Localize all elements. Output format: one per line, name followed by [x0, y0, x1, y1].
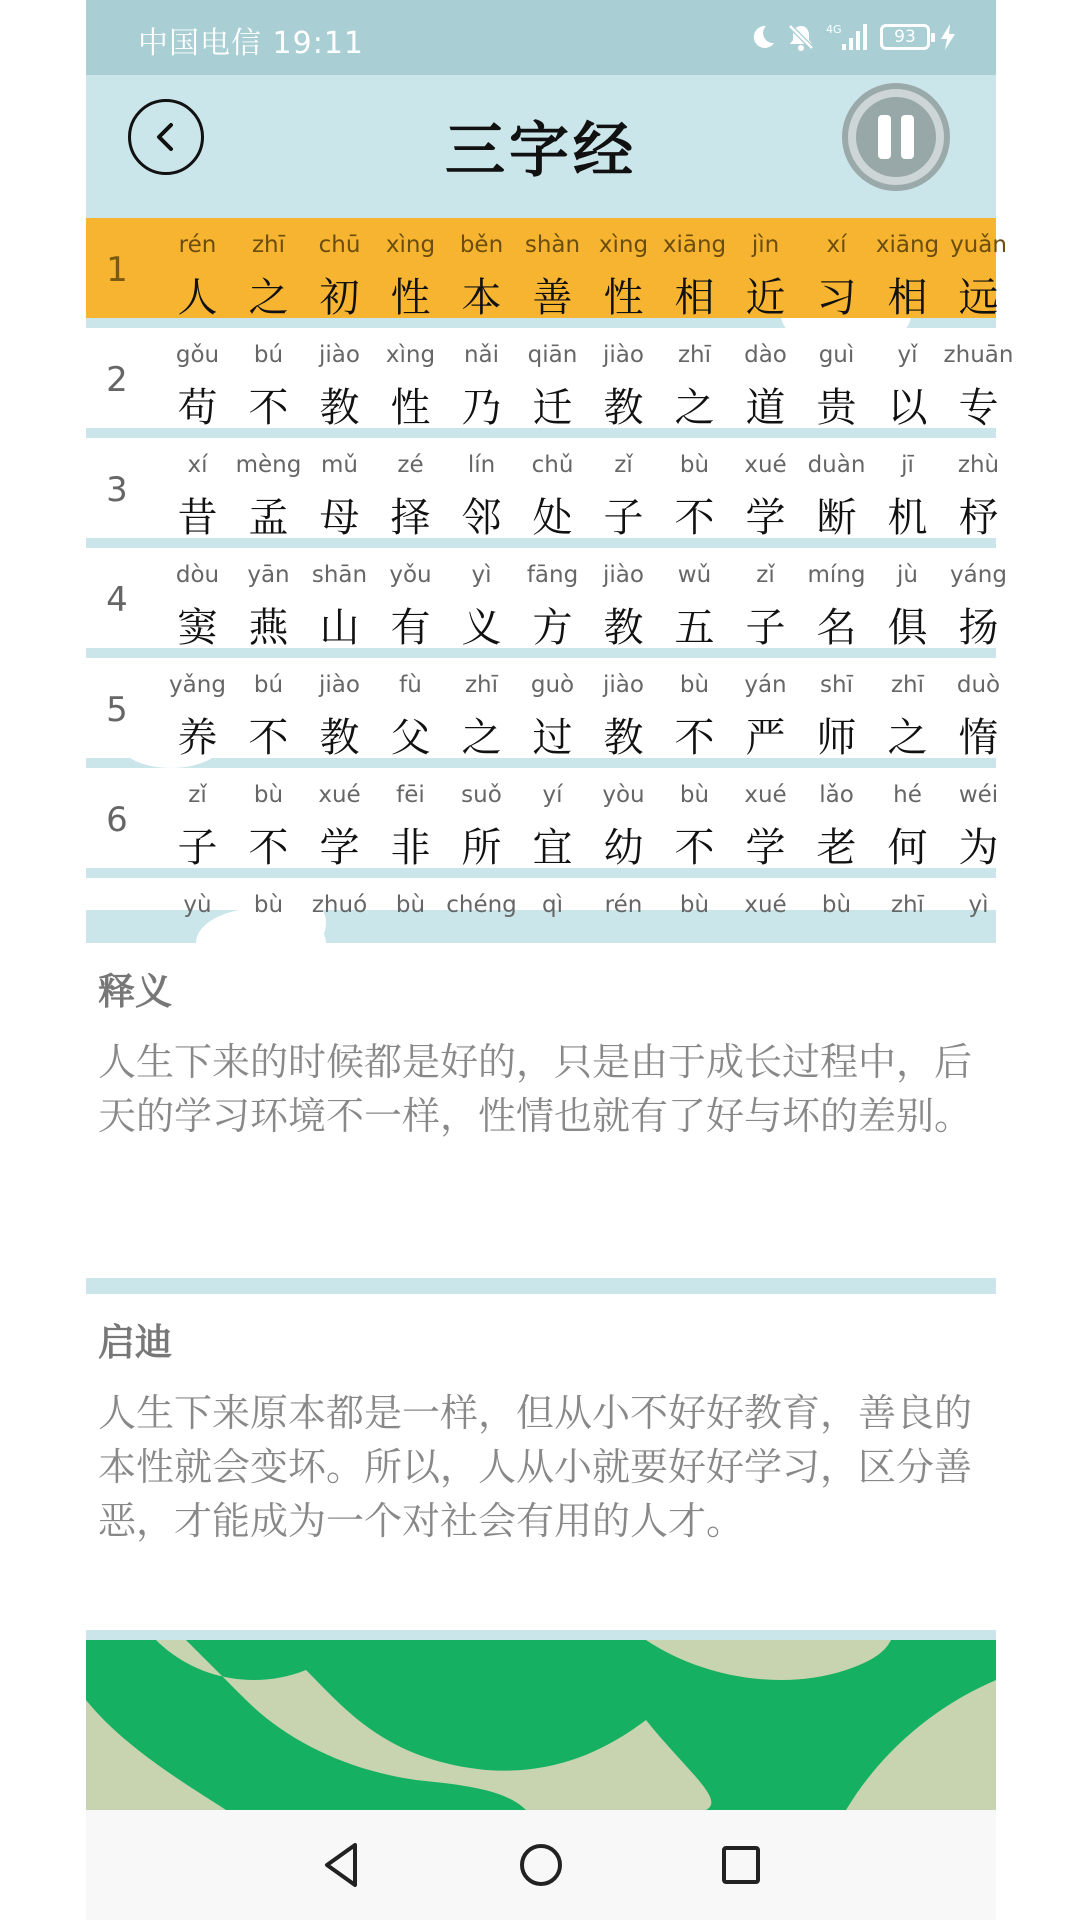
pinyin: duàn — [807, 452, 866, 478]
pinyin: yān — [247, 562, 290, 588]
hanzi: 处 — [532, 495, 573, 541]
hanzi: 名 — [816, 605, 857, 651]
verse-number: 3 — [106, 470, 128, 510]
pinyin: qiān — [527, 342, 578, 368]
pinyin: yuǎn — [950, 232, 1007, 258]
hanzi: 远 — [958, 275, 999, 321]
pinyin: bù — [253, 892, 284, 918]
pinyin: mǔ — [321, 452, 358, 478]
hanzi: 性 — [390, 385, 431, 431]
character-cell[interactable] — [943, 438, 1014, 541]
hanzi: 不 — [248, 385, 289, 431]
hanzi: 五 — [674, 605, 715, 651]
pinyin: fù — [399, 672, 422, 698]
app-screen — [86, 0, 1014, 1920]
pinyin: bù — [679, 782, 710, 808]
pinyin: zhī — [464, 672, 499, 698]
hanzi: 教 — [603, 385, 644, 431]
hanzi: 相 — [674, 275, 715, 321]
hanzi: 子 — [603, 495, 644, 541]
mute-bell-icon — [786, 22, 816, 52]
pinyin: bù — [253, 782, 284, 808]
hanzi: 母 — [319, 495, 360, 541]
hanzi: 养 — [177, 715, 218, 761]
pinyin: yáng — [950, 562, 1007, 588]
pinyin: wéi — [958, 782, 999, 808]
verse-row[interactable] — [86, 218, 1007, 321]
pinyin: gǒu — [175, 342, 220, 368]
character-cell[interactable] — [943, 768, 1014, 871]
hanzi: 义 — [461, 605, 502, 651]
pinyin: wǔ — [677, 562, 712, 588]
pinyin: nǎi — [463, 342, 500, 368]
verse-row[interactable] — [86, 328, 1014, 431]
hanzi: 子 — [177, 825, 218, 871]
hanzi: 近 — [745, 275, 786, 321]
pinyin: lǎo — [819, 782, 854, 808]
pinyin: xí — [187, 452, 208, 478]
pinyin: yán — [744, 672, 787, 698]
pinyin: bù — [679, 892, 710, 918]
hanzi: 教 — [319, 715, 360, 761]
pinyin: zhuó — [311, 892, 368, 918]
verse-number: 4 — [106, 580, 128, 620]
pinyin: chǔ — [531, 452, 574, 478]
nav-back-button[interactable] — [311, 1835, 371, 1895]
verse-number: 6 — [106, 800, 128, 840]
hanzi: 严 — [745, 715, 786, 761]
inspiration-text: 人生下来原本都是一样，但从小不好好教育，善良的本性就会变坏。所以，人从小就要好好学习，区分善恶，才能成为一个对社会有用的人才。 — [98, 1391, 973, 1543]
battery-level: 93 — [894, 27, 916, 47]
triangle-back-icon — [319, 1841, 363, 1889]
pinyin: jī — [901, 452, 914, 478]
pinyin: bú — [253, 672, 284, 698]
charging-icon — [940, 24, 956, 50]
meaning-text: 人生下来的时候都是好的，只是由于成长过程中，后天的学习环境不一样，性情也就有了好与坏的差别。 — [98, 1040, 973, 1138]
hanzi: 昔 — [177, 495, 218, 541]
pinyin: jiào — [319, 342, 360, 368]
hanzi: 苟 — [177, 385, 218, 431]
moon-icon — [748, 23, 776, 51]
pinyin: běn — [459, 232, 504, 258]
hanzi: 方 — [532, 605, 573, 651]
hanzi: 老 — [816, 825, 857, 871]
hanzi: 何 — [887, 825, 928, 871]
inspiration-section — [86, 1294, 996, 1630]
pinyin: dòu — [175, 562, 220, 588]
hanzi: 燕 — [248, 605, 289, 651]
pinyin: jìn — [751, 232, 780, 258]
pinyin: xué — [744, 892, 787, 918]
pinyin: xìng — [385, 342, 436, 368]
pinyin: lín — [467, 452, 496, 478]
hanzi: 扬 — [958, 605, 999, 651]
meaning-title: 释义 — [98, 970, 172, 1013]
system-nav-bar — [86, 1810, 996, 1920]
pinyin: jiào — [603, 342, 644, 368]
pinyin: suǒ — [461, 782, 502, 808]
pinyin: yǎng — [169, 672, 226, 698]
pinyin: zǐ — [188, 782, 207, 808]
pinyin: xìng — [598, 232, 649, 258]
hanzi: 孟 — [248, 495, 289, 541]
hanzi: 之 — [887, 715, 928, 761]
hanzi: 善 — [532, 275, 573, 321]
hanzi: 专 — [958, 385, 999, 431]
pinyin: yì — [471, 562, 492, 588]
pause-button[interactable] — [842, 83, 950, 191]
hanzi: 不 — [674, 715, 715, 761]
pinyin: bù — [821, 892, 852, 918]
hanzi: 教 — [603, 605, 644, 651]
circle-home-icon — [517, 1841, 565, 1889]
hanzi: 所 — [461, 825, 502, 871]
hanzi: 初 — [319, 275, 360, 321]
status-bar — [86, 0, 996, 75]
hanzi: 惰 — [958, 715, 999, 761]
pinyin: zǐ — [614, 452, 633, 478]
pinyin: bù — [679, 672, 710, 698]
hanzi: 师 — [816, 715, 857, 761]
pinyin: zhuān — [943, 342, 1014, 368]
hanzi: 不 — [674, 495, 715, 541]
pinyin: xiāng — [875, 232, 940, 258]
pinyin: yòu — [602, 782, 645, 808]
hanzi: 教 — [603, 715, 644, 761]
hanzi: 非 — [390, 825, 431, 871]
section-divider — [86, 1630, 996, 1640]
pinyin: shī — [820, 672, 853, 698]
hanzi: 机 — [887, 495, 928, 541]
pinyin: dào — [744, 342, 787, 368]
hanzi: 有 — [390, 605, 431, 651]
pinyin: jiào — [603, 672, 644, 698]
pinyin: zhù — [957, 452, 1000, 478]
hanzi: 以 — [887, 385, 928, 431]
hanzi: 俱 — [887, 605, 928, 651]
signal-icon — [826, 22, 870, 52]
hanzi: 不 — [674, 825, 715, 871]
hanzi: 习 — [816, 275, 857, 321]
pinyin: xué — [318, 782, 361, 808]
pinyin: jù — [897, 562, 918, 588]
pinyin: fāng — [526, 562, 579, 588]
pinyin: yǐ — [897, 342, 918, 368]
header — [86, 75, 996, 218]
pinyin: yǒu — [389, 562, 432, 588]
hanzi: 迁 — [532, 385, 573, 431]
pinyin: guì — [818, 342, 855, 368]
hanzi: 不 — [248, 715, 289, 761]
hanzi: 幼 — [603, 825, 644, 871]
status-icons — [748, 20, 956, 54]
pinyin: míng — [807, 562, 866, 588]
verse-number: 1 — [106, 250, 128, 290]
pause-icon — [856, 97, 936, 177]
square-recents-icon — [719, 1843, 763, 1887]
hanzi: 不 — [248, 825, 289, 871]
hanzi: 断 — [816, 495, 857, 541]
pinyin: mèng — [235, 452, 302, 478]
hanzi: 相 — [887, 275, 928, 321]
hanzi: 之 — [461, 715, 502, 761]
pinyin: rén — [178, 232, 217, 258]
network-label: 4G — [826, 23, 842, 36]
verse-number: 5 — [106, 690, 128, 730]
pinyin: yí — [542, 782, 563, 808]
hanzi: 择 — [390, 495, 431, 541]
character-cell[interactable] — [943, 658, 1014, 761]
hanzi: 人 — [177, 275, 218, 321]
verse-row[interactable] — [86, 438, 1000, 541]
pinyin: bù — [679, 452, 710, 478]
pinyin: fēi — [396, 782, 425, 808]
pinyin: yù — [183, 892, 212, 918]
pinyin: rén — [604, 892, 643, 918]
hanzi: 过 — [532, 715, 573, 761]
hanzi: 性 — [390, 275, 431, 321]
character-cell[interactable] — [943, 548, 1014, 651]
page-title: 三字经 — [445, 116, 637, 186]
hanzi: 学 — [319, 825, 360, 871]
pinyin: jiào — [603, 562, 644, 588]
battery-indicator — [880, 24, 930, 50]
verse-row[interactable] — [86, 658, 1001, 761]
pinyin: hé — [893, 782, 922, 808]
pinyin: yì — [968, 892, 989, 918]
pinyin: qì — [542, 892, 563, 918]
pinyin: zé — [397, 452, 424, 478]
verse-row-partial[interactable] — [86, 878, 996, 918]
hanzi: 之 — [674, 385, 715, 431]
carrier-time: 中国电信 19:11 — [138, 26, 364, 61]
pinyin: zhī — [251, 232, 286, 258]
hanzi: 窦 — [177, 605, 218, 651]
pinyin: guò — [530, 672, 575, 698]
hanzi: 邻 — [461, 495, 502, 541]
pinyin: jiào — [319, 672, 360, 698]
hanzi: 性 — [603, 275, 644, 321]
verse-row[interactable] — [86, 768, 999, 871]
pinyin: duò — [956, 672, 1001, 698]
nav-recents-button[interactable] — [711, 1835, 771, 1895]
hanzi: 之 — [248, 275, 289, 321]
pinyin: xiāng — [662, 232, 727, 258]
hanzi: 贵 — [816, 385, 857, 431]
pinyin: chéng — [446, 892, 517, 918]
verse-row[interactable] — [86, 548, 1007, 651]
inspiration-title: 启迪 — [98, 1321, 172, 1364]
hanzi: 学 — [745, 825, 786, 871]
pinyin: bú — [253, 342, 284, 368]
decorative-landscape — [86, 1640, 996, 1810]
hanzi: 教 — [319, 385, 360, 431]
hanzi: 父 — [390, 715, 431, 761]
pinyin: xué — [744, 782, 787, 808]
character-cell[interactable] — [943, 218, 1014, 321]
hanzi: 本 — [461, 275, 502, 321]
verse-number: 2 — [106, 360, 128, 400]
pinyin: shān — [311, 562, 368, 588]
pinyin: bù — [395, 892, 426, 918]
section-divider — [86, 1278, 996, 1294]
nav-home-button[interactable] — [511, 1835, 571, 1895]
landscape-art — [86, 1640, 996, 1810]
hanzi: 山 — [319, 605, 360, 651]
hanzi: 杼 — [958, 495, 999, 541]
hanzi: 道 — [745, 385, 786, 431]
pinyin: zǐ — [756, 562, 775, 588]
meaning-section — [86, 943, 996, 1278]
hanzi: 为 — [958, 825, 999, 871]
hanzi: 宜 — [532, 825, 573, 871]
pinyin: xí — [826, 232, 847, 258]
pinyin: zhī — [677, 342, 712, 368]
hanzi: 子 — [745, 605, 786, 651]
hanzi: 乃 — [461, 385, 502, 431]
verse-list[interactable] — [86, 218, 1014, 943]
pinyin: zhī — [890, 672, 925, 698]
character-cell[interactable] — [943, 328, 1014, 431]
pinyin: zhī — [890, 892, 925, 918]
pinyin: shàn — [524, 232, 581, 258]
hanzi: 学 — [745, 495, 786, 541]
pinyin: chū — [318, 232, 361, 258]
pinyin: xìng — [385, 232, 436, 258]
pinyin: xué — [744, 452, 787, 478]
